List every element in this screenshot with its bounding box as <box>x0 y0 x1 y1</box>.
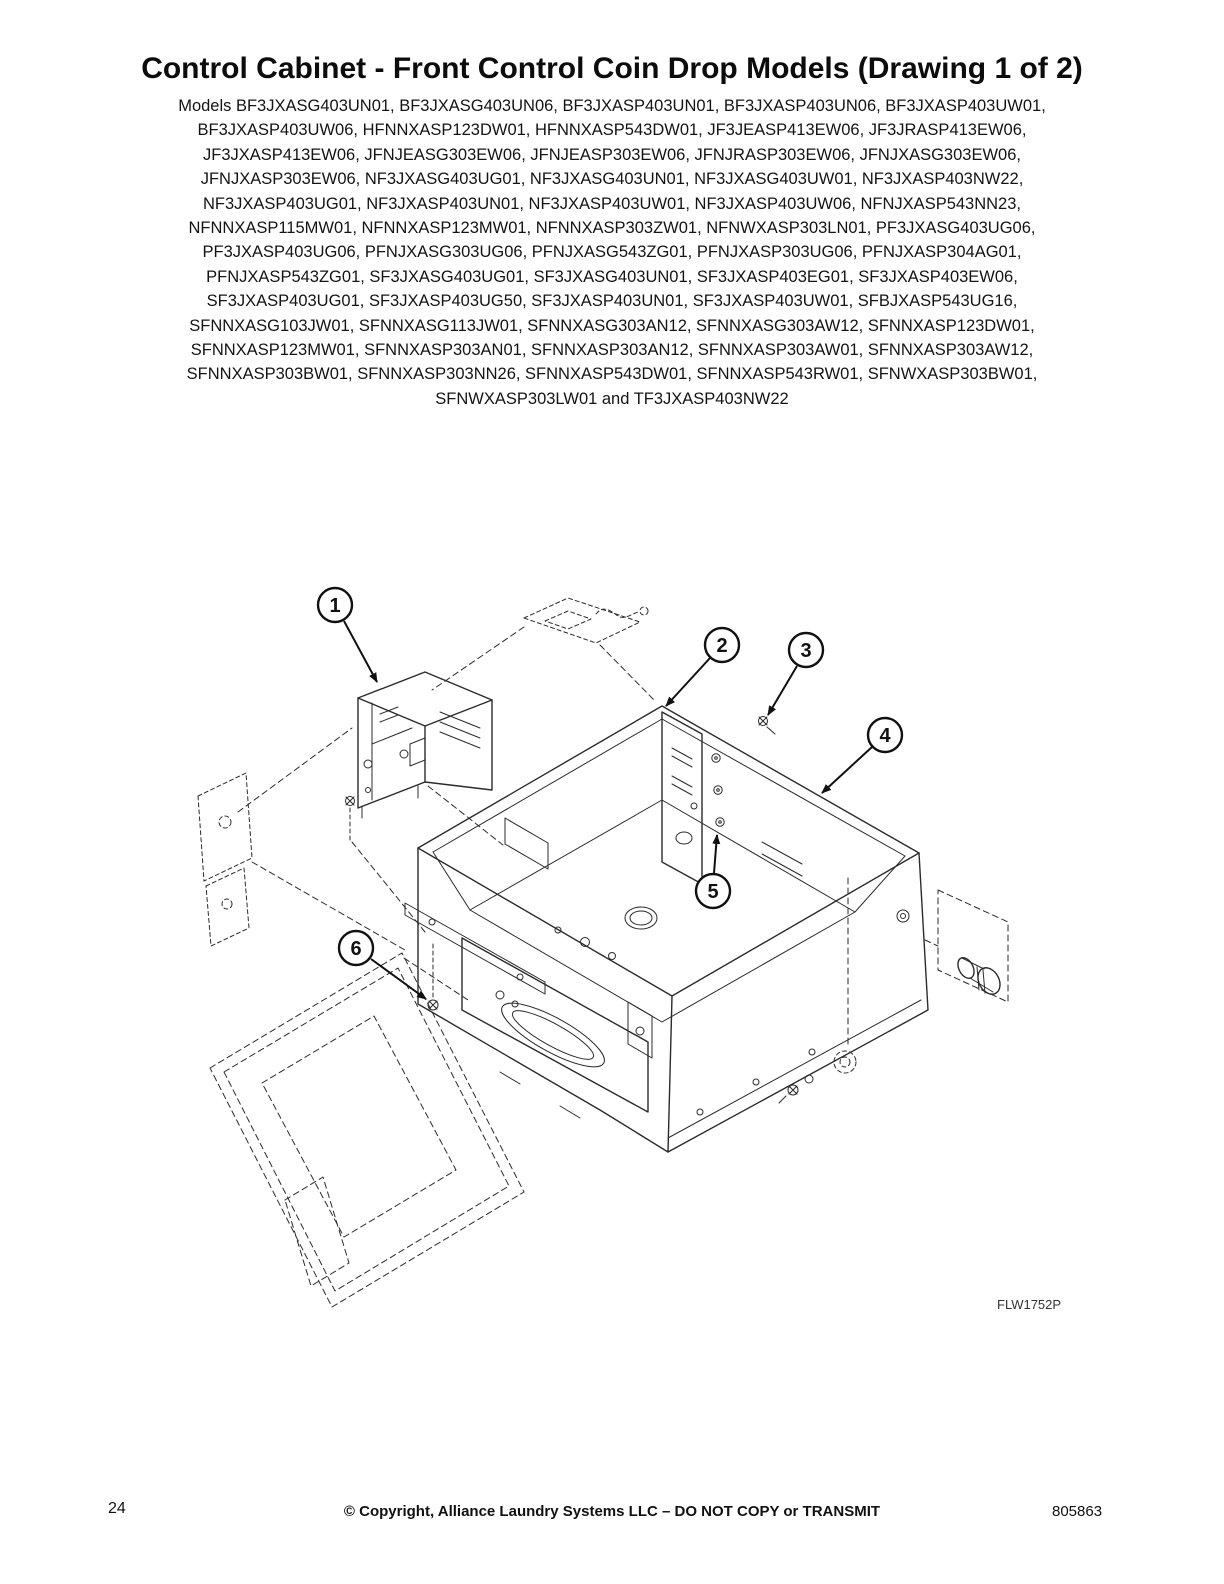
figure-code: FLW1752P <box>997 1297 1062 1312</box>
callout-3 <box>768 633 823 715</box>
models-line: BF3JXASP403UW06, HFNNXASP123DW01, HFNNXASP543DW01, JF3JEASP413EW06, JF3JRASP413EW06, <box>197 121 1027 140</box>
callout-number: 6 <box>350 938 362 960</box>
models-line: SF3JXASP403UG01, SF3JXASP403UG50, SF3JXASP403UN01, SF3JXASP403UW01, SFBJXASP543UG16, <box>206 292 1018 311</box>
copyright-notice: © Copyright, Alliance Laundry Systems LLC – DO NOT COPY or TRANSMIT <box>343 1503 881 1520</box>
page-number: 24 <box>108 1500 126 1517</box>
models-line: SFNWXASP303LW01 and TF3JXASP403NW22 <box>435 389 789 408</box>
page-title: Control Cabinet - Front Control Coin Drop Models (Drawing 1 of 2) <box>141 52 1083 85</box>
document-number: 805863 <box>1052 1503 1103 1520</box>
control-mount-assembly <box>346 672 493 842</box>
front-panel-ghost <box>210 953 524 1307</box>
exploded-diagram <box>0 560 1224 1340</box>
callout-number: 5 <box>707 881 719 903</box>
models-line: SFNNXASG103JW01, SFNNXASG113JW01, SFNNXASG303AN12, SFNNXASG303AW12, SFNNXASP123DW01, <box>189 316 1035 335</box>
callout-5 <box>696 835 730 908</box>
models-line: PFNJXASP543ZG01, SF3JXASG403UG01, SF3JXASG403UN01, SF3JXASP403EG01, SF3JXASP403EW06, <box>206 267 1018 286</box>
wiring-harness-ghost <box>524 598 648 643</box>
fastener-hardware-right <box>779 890 1008 1103</box>
cabinet-body <box>405 706 928 1152</box>
models-line: NFNNXASP115MW01, NFNNXASP123MW01, NFNNXASP303ZW01, NFNWXASP303LN01, PF3JXASG403UG06, <box>188 219 1036 238</box>
callout-1 <box>318 588 377 682</box>
callout-number: 2 <box>716 635 728 657</box>
callout-number: 3 <box>800 640 812 662</box>
callout-number: 4 <box>879 725 891 747</box>
models-line: JFNJXASP303EW06, NF3JXASG403UG01, NF3JXASG403UN01, NF3JXASG403UW01, NF3JXASP403NW22, <box>200 170 1024 189</box>
models-line: JF3JXASP413EW06, JFNJEASG303EW06, JFNJEASP303EW06, JFNJRASP303EW06, JFNJXASG303EW06, <box>203 145 1021 164</box>
projection-lines <box>238 627 938 1048</box>
models-line: PF3JXASP403UG06, PFNJXASG303UG06, PFNJXASG543ZG01, PFNJXASP303UG06, PFNJXASP304AG01, <box>202 243 1022 262</box>
models-line: SFNNXASP303BW01, SFNNXASP303NN26, SFNNXASP543DW01, SFNNXASP543RW01, SFNWXASP303BW01, <box>186 365 1038 384</box>
models-line: Models BF3JXASG403UN01, BF3JXASG403UN06, BF3JXASP403UN01, BF3JXASP403UN06, BF3JXASP403UW01, <box>178 97 1046 115</box>
models-line: SFNNXASP123MW01, SFNNXASP303AN01, SFNNXASP303AN12, SFNNXASP303AW01, SFNNXASP303AW12, <box>190 341 1034 360</box>
side-panel-ghosts <box>198 773 252 946</box>
callout-number: 1 <box>329 595 341 617</box>
callout-4 <box>822 718 902 793</box>
model-list <box>0 94 1224 411</box>
models-line: NF3JXASP403UG01, NF3JXASP403UN01, NF3JXASP403UW01, NF3JXASP403UW06, NFNJXASP543NN23, <box>202 194 1021 213</box>
callout-2 <box>666 628 739 706</box>
